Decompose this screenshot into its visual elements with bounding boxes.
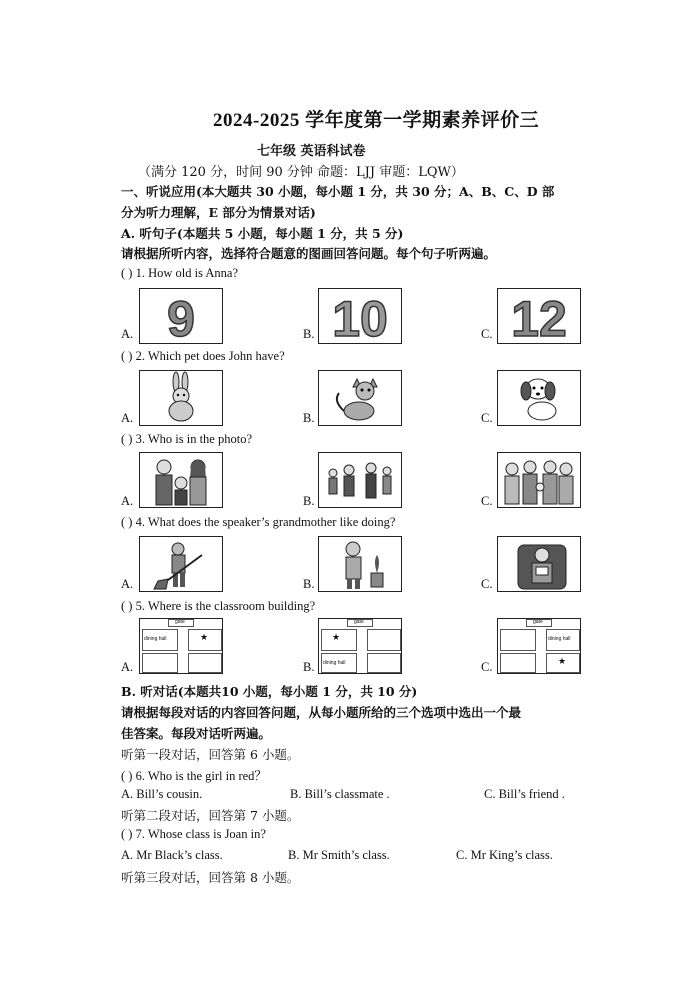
question-4: ( ) 4. What does the speaker’s grandmother like doing? bbox=[121, 515, 396, 529]
exam-meta: （满分 120 分，时间 90 分钟 命题：LJJ 审题：LQW） bbox=[138, 165, 464, 180]
option-letter: B. bbox=[303, 327, 315, 341]
section-a-instructions: 请根据所听内容，选择符合题意的图画回答问题。每个句子听两遍。 bbox=[121, 246, 497, 261]
school-map-icon[interactable] bbox=[318, 618, 402, 674]
dialogue-3-prompt: 听第三段对话，回答第 8 小题。 bbox=[121, 870, 300, 885]
dog-icon[interactable] bbox=[497, 370, 581, 426]
question-3: ( ) 3. Who is in the photo? bbox=[121, 432, 252, 446]
question-7: ( ) 7. Whose class is Joan in? bbox=[121, 827, 266, 841]
q6-option-c[interactable]: C. Bill’s friend . bbox=[484, 787, 565, 801]
question-6: ( ) 6. Who is the girl in red？ bbox=[121, 769, 267, 783]
option-letter: C. bbox=[481, 494, 493, 508]
option-letter: B. bbox=[303, 494, 315, 508]
school-map-icon[interactable] bbox=[497, 618, 581, 674]
school-map-icon[interactable] bbox=[139, 618, 223, 674]
svg-text:12: 12 bbox=[511, 291, 567, 343]
rabbit-icon[interactable] bbox=[139, 370, 223, 426]
option-letter: B. bbox=[303, 577, 315, 591]
section-b-instructions: 请根据每段对话的内容回答问题，从每小题所给的三个选项中选出一个最 bbox=[121, 705, 522, 720]
family-three-icon[interactable] bbox=[139, 452, 223, 508]
svg-text:10: 10 bbox=[332, 291, 388, 343]
gate-label: gate bbox=[175, 619, 185, 625]
q7-option-c[interactable]: C. Mr King’s class. bbox=[456, 848, 553, 862]
section-a-title: A. 听句子(本题共 5 小题，每小题 1 分，共 5 分) bbox=[121, 226, 404, 241]
option-letter: C. bbox=[481, 660, 493, 674]
dialogue-2-prompt: 听第二段对话，回答第 7 小题。 bbox=[121, 808, 300, 823]
reading-in-chair-icon[interactable] bbox=[497, 536, 581, 592]
number-10-icon[interactable] bbox=[318, 288, 402, 344]
question-5: ( ) 5. Where is the classroom building? bbox=[121, 599, 316, 613]
svg-text:9: 9 bbox=[167, 291, 195, 343]
number-12-icon[interactable] bbox=[497, 288, 581, 344]
cat-icon[interactable] bbox=[318, 370, 402, 426]
q6-option-b[interactable]: B. Bill’s classmate . bbox=[290, 787, 390, 801]
q7-option-a[interactable]: A. Mr Black’s class. bbox=[121, 848, 223, 862]
star-marker: ★ bbox=[200, 633, 209, 643]
question-2: ( ) 2. Which pet does John have? bbox=[121, 349, 285, 363]
q7-option-b[interactable]: B. Mr Smith’s class. bbox=[288, 848, 390, 862]
option-letter: A. bbox=[121, 411, 134, 425]
option-letter: B. bbox=[303, 660, 315, 674]
watering-plant-icon[interactable] bbox=[318, 536, 402, 592]
gate-label: gate bbox=[354, 619, 364, 625]
page-title: 2024-2025 学年度第一学期素养评价三 bbox=[213, 110, 540, 131]
star-marker: ★ bbox=[332, 633, 341, 643]
star-marker: ★ bbox=[558, 657, 567, 667]
option-letter: A. bbox=[121, 327, 134, 341]
section-heading: 一、听说应用(本大题共 30 小题，每小题 1 分，共 30 分；A、B、C、D 部 bbox=[121, 184, 555, 199]
section-b-instructions-cont: 佳答案。每段对话听两遍。 bbox=[121, 726, 272, 741]
subtitle: 七年级 英语科试卷 bbox=[257, 144, 366, 159]
family-four-icon[interactable] bbox=[318, 452, 402, 508]
option-letter: C. bbox=[481, 577, 493, 591]
option-letter: B. bbox=[303, 411, 315, 425]
q6-option-a[interactable]: A. Bill’s cousin. bbox=[121, 787, 203, 801]
option-letter: A. bbox=[121, 660, 134, 674]
section-b-title: B. 听对话(本题共10 小题，每小题 1 分，共 10 分) bbox=[121, 684, 418, 699]
sweeping-icon[interactable] bbox=[139, 536, 223, 592]
option-letter: C. bbox=[481, 327, 493, 341]
dining-hall-label: dining hall bbox=[548, 636, 571, 642]
option-letter: A. bbox=[121, 577, 134, 591]
family-five-icon[interactable] bbox=[497, 452, 581, 508]
dining-hall-label: dining hall bbox=[323, 660, 346, 666]
dialogue-1-prompt: 听第一段对话，回答第 6 小题。 bbox=[121, 747, 300, 762]
dining-hall-label: dining hall bbox=[144, 636, 167, 642]
option-letter: C. bbox=[481, 411, 493, 425]
gate-label: gate bbox=[533, 619, 543, 625]
number-9-icon[interactable] bbox=[139, 288, 223, 344]
option-letter: A. bbox=[121, 494, 134, 508]
section-heading-cont: 分为听力理解，E 部分为情景对话) bbox=[121, 205, 316, 220]
question-1: ( ) 1. How old is Anna? bbox=[121, 266, 238, 280]
